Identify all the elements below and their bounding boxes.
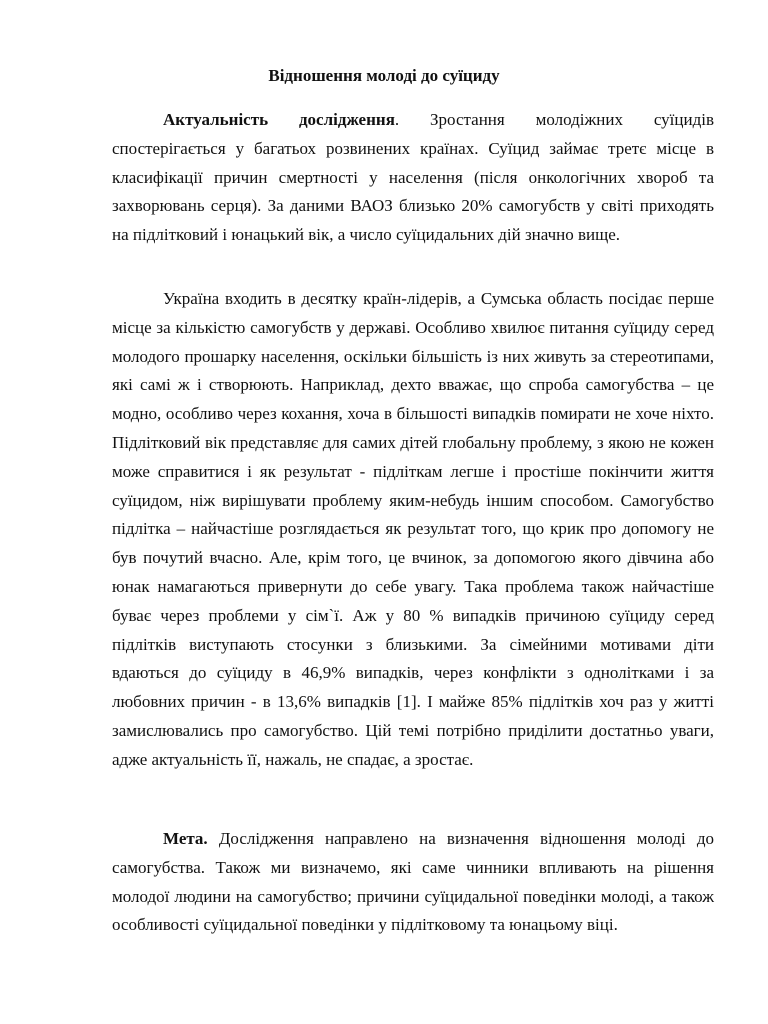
paragraph-statistics	[112, 285, 714, 775]
citation-reference[interactable]: [1]	[396, 692, 417, 712]
paragraph-relevance-text: . Зростання молодіжних суїцидів спостерігається у багатьох розвинених країнах. Суїцид займає третє місце в класифікації причин смертності у населення (після онкологічних хвороб та захворювань серця). За даними ВАОЗ близько 20% самогубств у світі приходять на підлітковий і юнацький вік, а число суїцидальних дій значно вище.	[112, 110, 714, 245]
document-title: Відношення молоді до суїциду	[268, 66, 500, 85]
paragraph-goal-text: Дослідження направлено на визначення відношення молоді до самогубства. Також ми визначемо, які саме чинники впливають на рішення молодої людини на самогубство; причини суїцидальної поведінки молоді, а також особливості суїцидальної поведінки у підлітковому та юнацьому віці.	[112, 829, 714, 935]
paragraph-relevance-heading: Актуальність дослідження	[163, 110, 395, 129]
paragraph-goal	[112, 825, 714, 940]
paragraph-relevance	[112, 106, 714, 250]
paragraph-goal-heading: Мета.	[163, 829, 208, 848]
paragraph-statistics-text-before: Україна входить в десятку країн-лідерів, а Сумська область посідає перше місце за кількістю самогубств у державі. Особливо хвилює питання суїциду серед молодого прошарку населення, оскільки більшість із них живуть за стереотипами, які самі ж і створюють. Наприклад, дехто вважає, що спроба самогубства – це модно, особливо через кохання, хоча в більшості випадків помирати не хоче ніхто. Підлітковий вік представляє для самих дітей глобальну проблему, з якою не кожен може справитися і як результат - підліткам легше і простіше покінчити життя суїцидом, ніж вирішувати проблему яким-небудь іншим способом. Самогубство підлітка – найчастіше розглядається як результат того, що крик про допомогу не був почутий вчасно. Але, крім того, це вчинок, за допомогою якого дівчина або юнак намагаються привернути до себе увагу. Така проблема також найчастіше буває через проблеми у сім`ї. Аж у 80 % випадків причиною суїциду серед підлітків виступають стосунки з близькими. За сімейними мотивами діти вдаються до суїциду в 46,9% випадків, через конфлікти з однолітками і за любовних причин - в 13,6% випадків	[112, 289, 714, 712]
paragraph-statistics-text-after: . І майже 85% підлітків хоч раз у житті замислювались про самогубство. Цій темі потрібно приділити достатньо уваги, адже актуальність її, нажаль, не спадає, а зростає.	[112, 692, 714, 769]
